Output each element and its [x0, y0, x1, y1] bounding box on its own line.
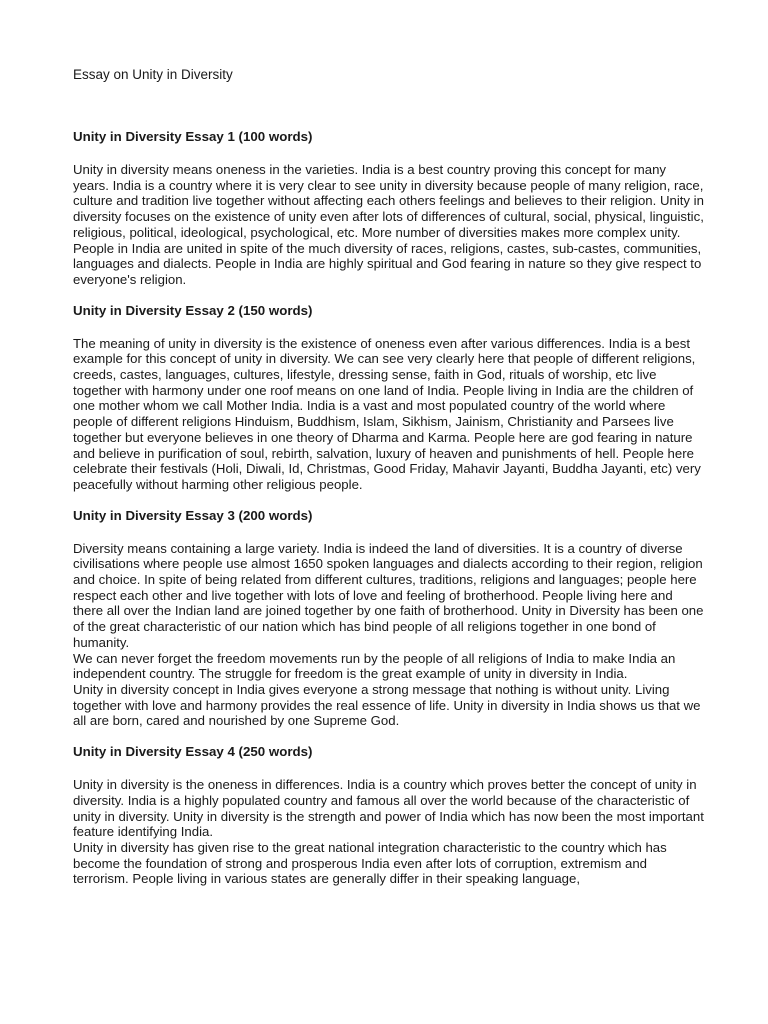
- essay-paragraph: Unity in diversity concept in India gives everyone a strong message that nothing is without unity. Living together with love and harmony provides the real essence of life. Unity in diversity in India shows us that we all are born, cared and nourished by one Supreme God.: [73, 681, 701, 729]
- essay-section-4: [73, 744, 705, 887]
- essay-section-3: [73, 508, 705, 729]
- essay-heading: Unity in Diversity Essay 4 (250 words): [73, 744, 313, 760]
- essay-paragraph: Unity in diversity is the oneness in differences. India is a country which proves better the concept of unity in diversity. India is a highly populated country and famous all over the world because of the characteristic of unity in diversity. Unity in diversity is the strength and power of India which has now been the most important feature identifying India.: [73, 777, 704, 840]
- essay-heading: Unity in Diversity Essay 1 (100 words): [73, 129, 313, 144]
- essay-paragraph: The meaning of unity in diversity is the existence of oneness even after various differences. India is a best example for this concept of unity in diversity. We can see very clearly here that people of different religions, creeds, castes, languages, cultures, lifestyle, dressing sense, faith in God, rituals of worship, etc live together with harmony under one roof means on one land of India. People living in India are the children of one mother whom we call Mother India. India is a vast and most populated country of the world where people of different religions Hinduism, Buddhism, Islam, Sikhism, Jainism, Christianity and Parsees live together but everyone believes in one theory of Dharma and Karma. People here are god fearing in nature and believe in purification of soul, rebirth, salvation, luxury of heaven and punishments of hell. People here celebrate their festivals (Holi, Diwali, Id, Christmas, Good Friday, Mahavir Jayanti, Buddha Jayanti, etc) very peacefully without harming other religious people.: [73, 335, 701, 492]
- document-title: Essay on Unity in Diversity: [73, 67, 233, 82]
- essay-paragraph: Unity in diversity means oneness in the varieties. India is a best country proving this concept for many years. India is a country where it is very clear to see unity in diversity because people of many religion, race, culture and tradition live together without affecting each others feelings and believes to their religion. Unity in diversity focuses on the existence of unity even after lots of differences of cultural, social, physical, linguistic, religious, political, ideological, psychological, etc. More number of diversities makes more complex unity. People in India are united in spite of the much diversity of races, religions, castes, sub-castes, communities, languages and dialects. People in India are highly spiritual and God fearing in nature so they give respect to everyone's religion.: [73, 162, 704, 287]
- essay-paragraph: Diversity means containing a large variety. India is indeed the land of diversities. It is a country of diverse civilisations where people use almost 1650 spoken languages and dialects according to their region, religion and choice. In spite of being related from different cultures, traditions, religions and languages; people here respect each other and live together with lots of love and feeling of brotherhood. People living here and there all over the Indian land are joined together by one faith of brotherhood. Unity in Diversity has been one of the great characteristic of our nation which has bind people of all religions together in one bond of humanity.: [73, 540, 704, 650]
- essay-section-1: [73, 129, 705, 288]
- essay-section-2: [73, 303, 705, 493]
- essay-heading: Unity in Diversity Essay 2 (150 words): [73, 302, 313, 318]
- essay-heading: Unity in Diversity Essay 3 (200 words): [73, 507, 313, 523]
- essay-paragraph: We can never forget the freedom movements run by the people of all religions of India to make India an independent country. The struggle for freedom is the great example of unity in diversity in India.: [73, 650, 676, 682]
- essay-paragraph: Unity in diversity has given rise to the great national integration characteristic to the country which has become the foundation of strong and prosperous India even after lots of corruption, extremism and terrorism. People living in various states are generally differ in their speaking language,: [73, 839, 667, 887]
- document-page: [73, 67, 705, 902]
